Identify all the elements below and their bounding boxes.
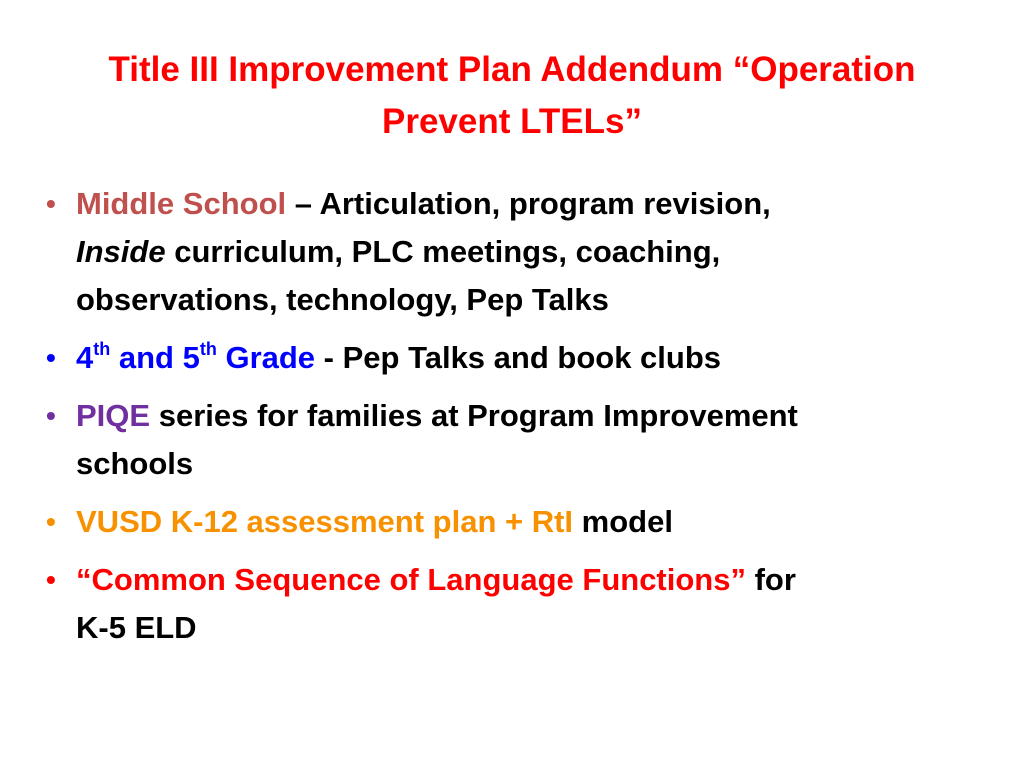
bullet-dot-icon: • — [46, 188, 56, 219]
grade-word: Grade — [216, 340, 316, 375]
title-line-2: Prevent LTELs” — [382, 102, 642, 141]
bullet-line: K-5 ELD — [76, 610, 197, 645]
common-sequence-label: “Common Sequence of Language Functions” — [76, 562, 746, 597]
middle-school-text-b: curriculum, PLC meetings, coaching, — [165, 234, 721, 269]
bullet-grades — [40, 334, 1010, 382]
bullet-line — [76, 556, 1010, 604]
bullet-list — [40, 180, 1010, 662]
bullet-line — [76, 392, 1010, 440]
inside-italic: Inside — [76, 234, 166, 269]
bullet-vusd — [40, 498, 1010, 546]
bullet-text — [76, 556, 1010, 652]
grade-label — [76, 340, 315, 375]
bullet-dot-icon: • — [46, 342, 56, 373]
vusd-label: VUSD K-12 assessment plan + RtI — [76, 504, 574, 539]
bullet-common-sequence — [40, 556, 1010, 652]
bullet-text — [76, 498, 1010, 546]
grade-num-4: 4 — [76, 340, 94, 375]
bullet-line — [76, 180, 1010, 228]
grade-sup-1: th — [93, 339, 111, 359]
common-sequence-rest-1: for — [745, 562, 796, 597]
bullet-text — [76, 334, 1010, 382]
vusd-rest: model — [573, 504, 673, 539]
title-line-1: Title III Improvement Plan Addendum “Operation — [108, 50, 916, 89]
slide-title — [40, 44, 984, 148]
piqe-rest-1: series for families at Program Improvement — [150, 398, 798, 433]
bullet-text — [76, 180, 1010, 324]
bullet-line — [76, 334, 1010, 382]
bullet-dot-icon: • — [46, 564, 56, 595]
bullet-middle-school — [40, 180, 1010, 324]
bullet-line — [76, 498, 1010, 546]
grades-rest: - Pep Talks and book clubs — [315, 340, 722, 375]
middle-school-text-a: – Articulation, program revision, — [286, 186, 771, 221]
grade-mid: and 5 — [110, 340, 200, 375]
bullet-text — [76, 392, 1010, 488]
grade-sup-2: th — [199, 339, 217, 359]
middle-school-label: Middle School — [76, 186, 287, 221]
bullet-line: observations, technology, Pep Talks — [76, 282, 609, 317]
bullet-line: schools — [76, 446, 194, 481]
bullet-line — [76, 228, 1010, 276]
bullet-piqe — [40, 392, 1010, 488]
bullet-dot-icon: • — [46, 400, 56, 431]
piqe-label: PIQE — [76, 398, 151, 433]
bullet-dot-icon: • — [46, 506, 56, 537]
